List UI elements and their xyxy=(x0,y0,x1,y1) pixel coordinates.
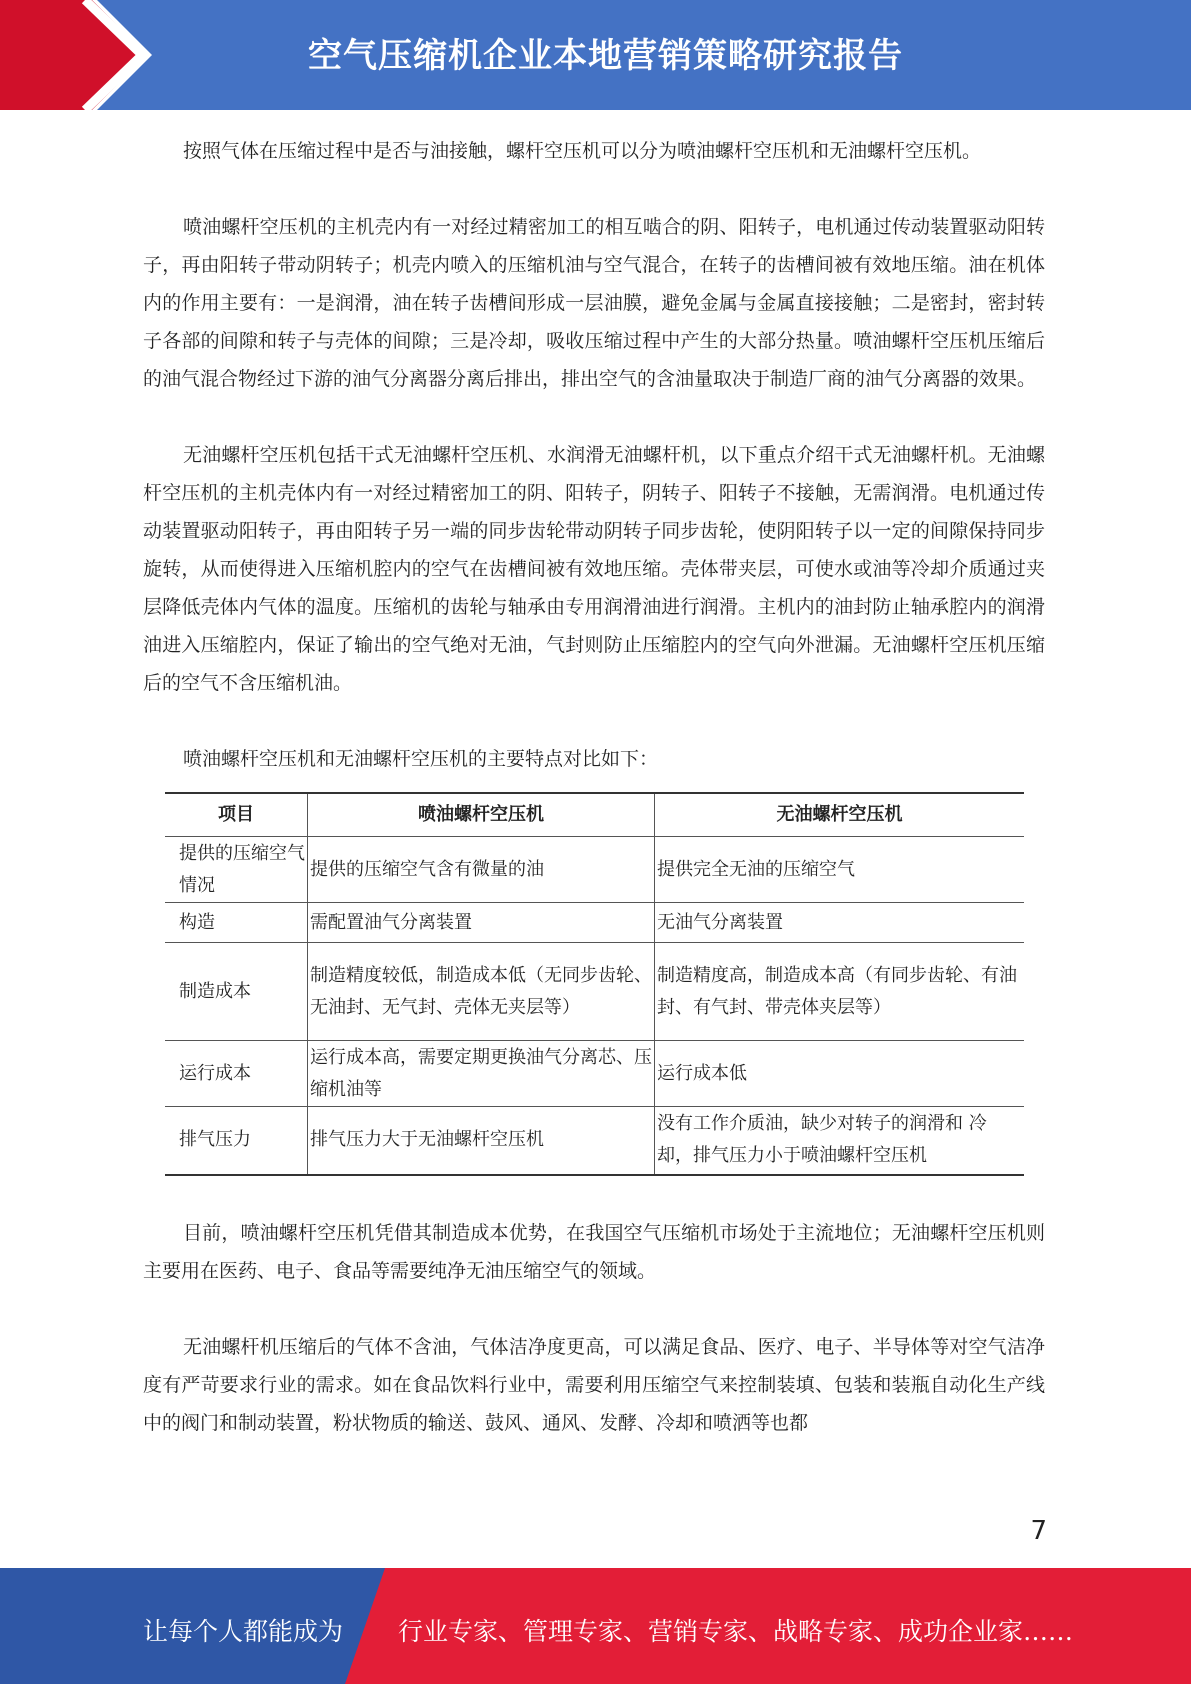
header-item: 项目 xyxy=(165,793,308,837)
row-label: 排气压力 xyxy=(165,1107,308,1175)
footer-slogan-left: 让每个人都能成为 xyxy=(143,1617,344,1646)
footer-slogan-right: 行业专家、管理专家、营销专家、战略专家、成功企业家…… xyxy=(398,1617,1074,1646)
table-row xyxy=(165,1041,1024,1107)
report-body xyxy=(143,132,1045,1480)
paragraph-1: 按照气体在压缩过程中是否与油接触，螺杆空压机可以分为喷油螺杆空压机和无油螺杆空压机。 xyxy=(183,140,982,162)
row-label: 构造 xyxy=(165,903,308,943)
document-title: 空气压缩机企业本地营销策略研究报告 xyxy=(308,36,903,76)
header-oil-free: 无油螺杆空压机 xyxy=(655,793,1025,837)
paragraph-2: 喷油螺杆空压机的主机壳内有一对经过精密加工的相互啮合的阴、阳转子，电机通过传动装置驱动阳转子，再由阳转子带动阴转子；机壳内喷入的压缩机油与空气混合，在转子的齿槽间被有效地压缩。油在机体内的作用主要有：一是润滑，油在转子齿槽间形成一层油膜，避免金属与金属直接接触；二是密封，密封转子各部的间隙和转子与壳体的间隙；三是冷却，吸收压缩过程中产生的大部分热量。喷油螺杆空压机压缩后的油气混合物经过下游的油气分离器分离后排出，排出空气的含油量取决于制造厂商的油气分离器的效果。 xyxy=(143,216,1045,390)
cell-oil-injected: 提供的压缩空气含有微量的油 xyxy=(308,837,655,903)
comparison-table xyxy=(165,792,1024,1176)
paragraph-4: 目前，喷油螺杆空压机凭借其制造成本优势，在我国空气压缩机市场处于主流地位；无油螺杆空压机则主要用在医药、电子、食品等需要纯净无油压缩空气的领域。 xyxy=(143,1221,1045,1282)
row-label: 运行成本 xyxy=(165,1041,308,1107)
table-intro: 喷油螺杆空压机和无油螺杆空压机的主要特点对比如下： xyxy=(183,748,659,770)
table-row xyxy=(165,903,1024,943)
header-oil-injected: 喷油螺杆空压机 xyxy=(308,793,655,837)
cell-oil-free: 没有工作介质油，缺少对转子的润滑和 冷却，排气压力小于喷油螺杆空压机 xyxy=(655,1107,1025,1175)
page-number: 7 xyxy=(1030,1516,1047,1546)
table-header-row xyxy=(165,793,1024,837)
table-row xyxy=(165,1107,1024,1175)
paragraph-5: 无油螺杆机压缩后的气体不含油，气体洁净度更高，可以满足食品、医疗、电子、半导体等对空气洁净度有严苛要求行业的需求。如在食品饮料行业中，需要利用压缩空气来控制装填、包装和装瓶自动化生产线中的阀门和制动装置，粉状物质的输送、鼓风、通风、发酵、冷却和喷洒等也都 xyxy=(143,1335,1045,1434)
paragraph-3: 无油螺杆空压机包括干式无油螺杆空压机、水润滑无油螺杆机，以下重点介绍干式无油螺杆机。无油螺杆空压机的主机壳体内有一对经过精密加工的阴、阳转子，阴转子、阳转子不接触，无需润滑。电机通过传动装置驱动阳转子，再由阳转子另一端的同步齿轮带动阴转子同步齿轮，使阴阳转子以一定的间隙保持同步旋转，从而使得进入压缩机腔内的空气在齿槽间被有效地压缩。壳体带夹层，可使水或油等冷却介质通过夹层降低壳体内气体的温度。压缩机的齿轮与轴承由专用润滑油进行润滑。主机内的油封防止轴承腔内的润滑油进入压缩腔内，保证了输出的空气绝对无油，气封则防止压缩腔内的空气向外泄漏。无油螺杆空压机压缩后的空气不含压缩机油。 xyxy=(143,444,1045,694)
cell-oil-injected: 运行成本高，需要定期更换油气分离芯、压缩机油等 xyxy=(308,1041,655,1107)
row-label: 提供的压缩空气情况 xyxy=(165,837,308,903)
cell-oil-injected: 制造精度较低，制造成本低（无同步齿轮、无油封、无气封、壳体无夹层等） xyxy=(308,943,655,1041)
table-row xyxy=(165,943,1024,1041)
cell-oil-free: 无油气分离装置 xyxy=(655,903,1025,943)
table-row xyxy=(165,837,1024,903)
cell-oil-injected: 排气压力大于无油螺杆空压机 xyxy=(308,1107,655,1175)
cell-oil-free: 运行成本低 xyxy=(655,1041,1025,1107)
row-label: 制造成本 xyxy=(165,943,308,1041)
cell-oil-free: 制造精度高，制造成本高（有同步齿轮、有油封、有气封、带壳体夹层等） xyxy=(655,943,1025,1041)
cell-oil-free: 提供完全无油的压缩空气 xyxy=(655,837,1025,903)
cell-oil-injected: 需配置油气分离装置 xyxy=(308,903,655,943)
